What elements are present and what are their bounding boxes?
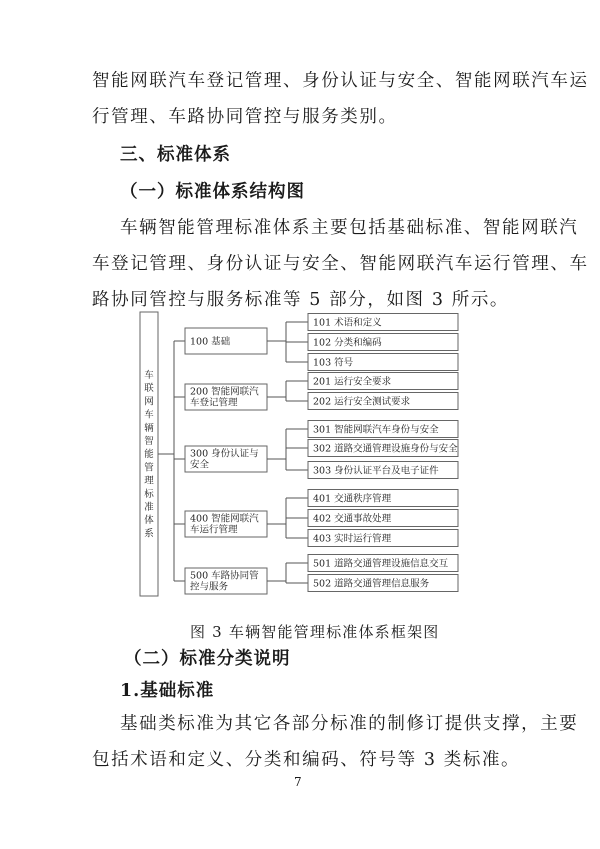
item-label-501: 501 道路交通管理设施信息交互 <box>313 558 449 570</box>
paragraph-line-3: 路协同管控与服务标准等 5 部分，如图 3 所示。 <box>92 290 510 310</box>
root-label-char: 能 <box>144 449 154 461</box>
root-label-char: 标 <box>144 488 154 500</box>
item-label-201: 201 运行安全要求 <box>313 376 392 388</box>
page-number: 7 <box>294 775 302 789</box>
root-label-char: 联 <box>144 383 154 395</box>
item-label-401: 401 交通秩序管理 <box>313 493 392 505</box>
group-label-300: 300 身份认证与 <box>190 448 259 460</box>
group-label-200: 200 智能网联汽 <box>190 386 259 398</box>
root-label-char: 辆 <box>144 422 154 434</box>
item-label-302: 302 道路交通管理设施身份与安全 <box>313 443 458 455</box>
intro-line-2: 行管理、车路协同管控与服务类别。 <box>92 107 398 127</box>
root-label-char: 体 <box>144 515 154 527</box>
paragraph-line-2: 车登记管理、身份认证与安全、智能网联汽车运行管理、车 <box>92 254 589 274</box>
root-label-char: 准 <box>144 502 154 513</box>
paragraph2-line-2: 包括术语和定义、分类和编码、符号等 3 类标准。 <box>92 750 521 770</box>
item-label-101: 101 术语和定义 <box>313 317 382 329</box>
root-label-char: 系 <box>144 528 154 540</box>
item-label-301: 301 智能网联汽车身份与安全 <box>313 424 439 436</box>
item-label-403: 403 实时运行管理 <box>313 533 392 545</box>
root-label-char: 智 <box>144 436 154 447</box>
group-label-100: 100 基础 <box>190 336 231 348</box>
item-label-103: 103 符号 <box>313 357 354 369</box>
intro-line-1: 智能网联汽车登记管理、身份认证与安全、智能网联汽车运 <box>92 71 589 91</box>
item-label-402: 402 交通事故处理 <box>313 513 392 525</box>
group-label-300: 安全 <box>190 459 210 471</box>
subsection-heading-structure-chart: （一）标准体系结构图 <box>120 182 305 202</box>
root-label-char: 管 <box>144 462 154 474</box>
root-label-char: 理 <box>144 475 154 487</box>
root-label-char: 网 <box>144 396 154 408</box>
group-label-400: 车运行管理 <box>190 524 238 536</box>
item-label-303: 303 身份认证平台及电子证件 <box>313 465 439 477</box>
figure-caption: 图 3 车辆智能管理标准体系框架图 <box>190 623 440 641</box>
subheading-basic-standards: 1.基础标准 <box>120 681 215 701</box>
item-label-502: 502 道路交通管理信息服务 <box>313 578 430 590</box>
group-label-500: 500 车路协同管 <box>190 570 259 582</box>
root-label-char: 车 <box>144 370 154 381</box>
group-label-500: 控与服务 <box>190 581 229 593</box>
item-label-202: 202 运行安全测试要求 <box>313 396 411 408</box>
group-label-200: 车登记管理 <box>190 397 238 409</box>
root-label-char: 车 <box>144 409 154 421</box>
section-heading-standard-system: 三、标准体系 <box>120 145 231 165</box>
group-label-400: 400 智能网联汽 <box>190 513 259 525</box>
subsection-heading-classification: （二）标准分类说明 <box>124 649 291 669</box>
paragraph-line-1: 车辆智能管理标准体系主要包括基础标准、智能网联汽 <box>120 218 579 238</box>
paragraph2-line-1: 基础类标准为其它各部分标准的制修订提供支撑，主要 <box>120 714 579 734</box>
item-label-102: 102 分类和编码 <box>313 337 382 349</box>
